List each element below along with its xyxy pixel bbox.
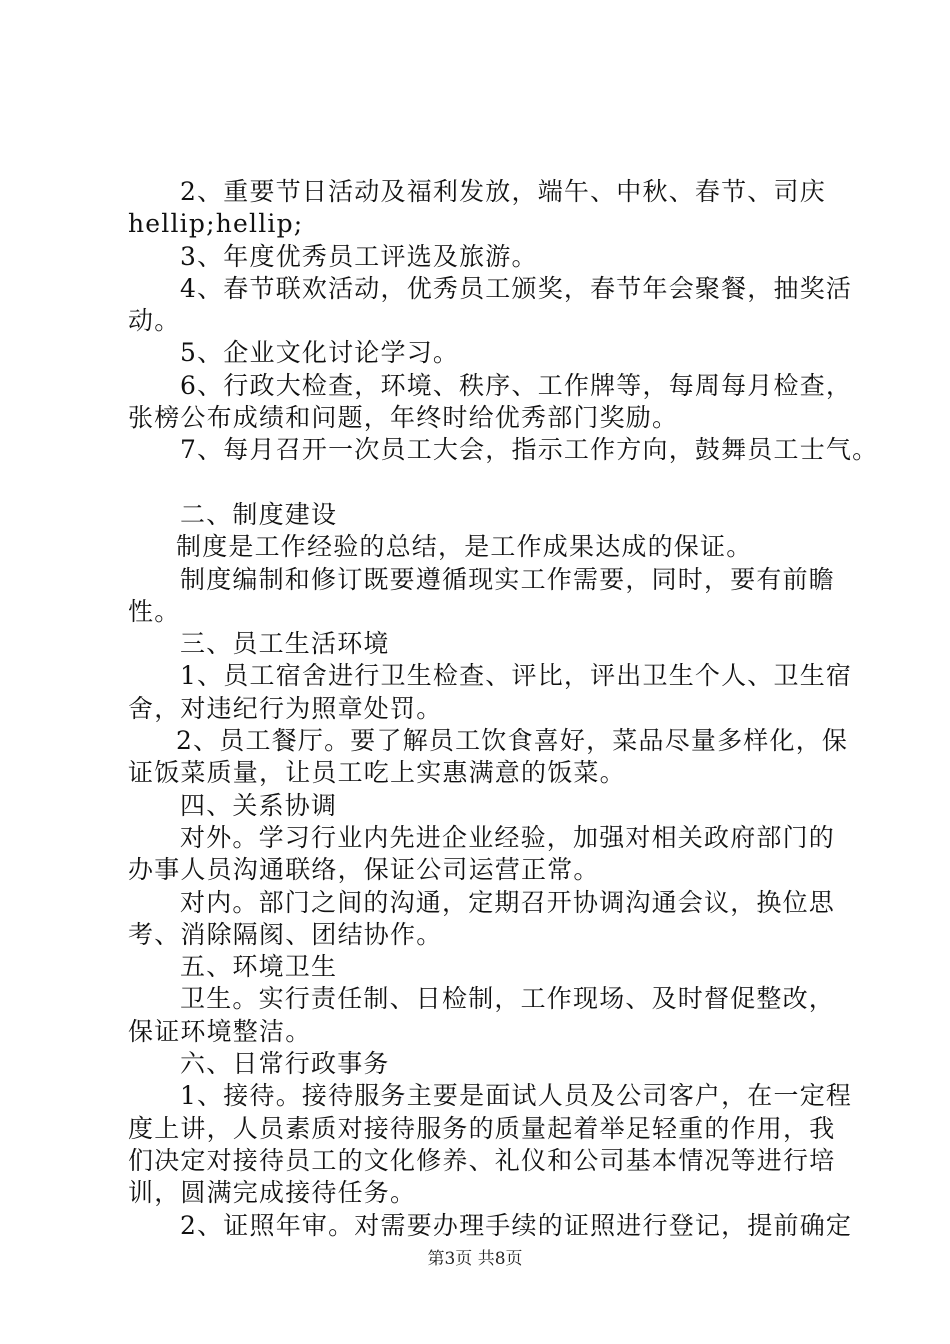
list-item-6: 6、行政大检查，环境、秩序、工作牌等，每周每月检查， bbox=[180, 370, 853, 400]
document-body bbox=[128, 176, 879, 1242]
list-item-license: 2、证照年审。对需要办理手续的证照进行登记，提前确定 bbox=[180, 1210, 853, 1240]
list-item-2: 2、重要节日活动及福利发放，端午、中秋、春节、司庆 bbox=[180, 177, 826, 206]
section-heading-admin: 六、日常行政事务 bbox=[180, 1049, 390, 1079]
list-item-canteen: 2、员工餐厅。要了解员工饮食喜好，菜品尽量多样化，保 bbox=[176, 726, 849, 756]
page-number: 第3页 共8页 bbox=[427, 1249, 523, 1269]
paragraph-line: 度上讲，人员素质对接待服务的质量起着举足轻重的作用，我 bbox=[128, 1113, 836, 1143]
list-item-2-cont: hellip;hellip; bbox=[128, 209, 304, 239]
paragraph-line: 办事人员沟通联络，保证公司运营正常。 bbox=[128, 855, 600, 885]
blank-line bbox=[128, 467, 842, 499]
list-item-4-cont: 动。 bbox=[128, 306, 181, 336]
paragraph-line: 保证环境整洁。 bbox=[128, 1016, 312, 1046]
section-heading-living: 三、员工生活环境 bbox=[180, 629, 390, 659]
paragraph-line: 考、消除隔阂、团结协作。 bbox=[128, 919, 443, 949]
paragraph-line: 对内。部门之间的沟通，定期召开协调沟通会议，换位思 bbox=[180, 887, 836, 917]
paragraph-line: 们决定对接待员工的文化修养、礼仪和公司基本情况等进行培 bbox=[128, 1145, 836, 1175]
paragraph-line: 制度编制和修订既要遵循现实工作需要，同时，要有前瞻 bbox=[180, 564, 836, 594]
paragraph-line: 性。 bbox=[128, 596, 181, 626]
paragraph-line: 制度是工作经验的总结，是工作成果达成的保证。 bbox=[176, 532, 753, 562]
section-heading-hygiene: 五、环境卫生 bbox=[180, 952, 338, 982]
paragraph-line: 训，圆满完成接待任务。 bbox=[128, 1178, 417, 1208]
list-item-3: 3、年度优秀员工评选及旅游。 bbox=[180, 241, 538, 271]
paragraph-line: 卫生。实行责任制、日检制，工作现场、及时督促整改， bbox=[180, 984, 836, 1014]
paragraph-line: 证饭菜质量，让员工吃上实惠满意的饭菜。 bbox=[128, 758, 626, 788]
list-item-dorm: 1、员工宿舍进行卫生检查、评比，评出卫生个人、卫生宿 bbox=[180, 661, 853, 691]
list-item-6-cont: 张榜公布成绩和问题，年终时给优秀部门奖励。 bbox=[128, 403, 679, 433]
list-item-5: 5、企业文化讨论学习。 bbox=[180, 338, 460, 368]
list-item-7: 7、每月召开一次员工大会，指示工作方向，鼓舞员工士气。 bbox=[180, 435, 879, 465]
list-item-4: 4、春节联欢活动，优秀员工颁奖，春节年会聚餐，抽奖活 bbox=[180, 273, 853, 303]
paragraph-line: 对外。学习行业内先进企业经验，加强对相关政府部门的 bbox=[180, 822, 836, 852]
list-item-reception: 1、接待。接待服务主要是面试人员及公司客户，在一定程 bbox=[180, 1081, 853, 1111]
paragraph-line: 舍，对违纪行为照章处罚。 bbox=[128, 693, 443, 723]
section-heading-system: 二、制度建设 bbox=[180, 499, 338, 529]
section-heading-relations: 四、关系协调 bbox=[180, 790, 338, 820]
